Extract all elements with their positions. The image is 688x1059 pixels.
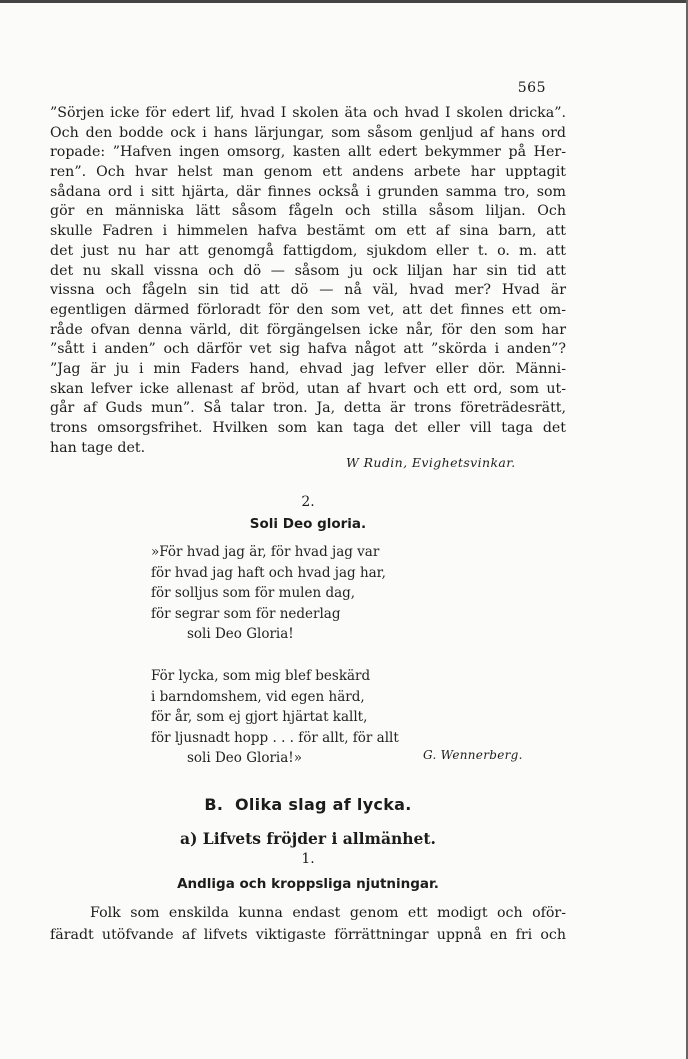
text-line: går af Guds mun”. Så talar tron. Ja, detta är trons företrädesrätt, [50,400,566,417]
poem-line: för år, som ej gjort hjärtat kallt, [151,709,368,725]
text-line: gör en människa lätt såsom fågeln och stilla såsom liljan. Och [50,203,566,220]
text-line: färadt utöfvande af lifvets viktigaste förrättningar uppnå en fri och [50,927,566,943]
page-number: 565 [517,80,546,96]
poem-line: För lycka, som mig blef beskärd [151,668,371,684]
text-line: det nu skall vissna och dö — såsom ju ock liljan har sin tid att [50,262,566,279]
poem-refrain: soli Deo Gloria! [187,626,294,642]
poem-stanza-1 [151,542,451,645]
text-line: det just nu har att genomgå fattigdom, sjukdom eller t. o. m. att [50,242,566,259]
text-line: Och den bodde ock i hans lärjungar, som såsom genljud af hans ord [50,124,566,141]
attribution-wennerberg: G. Wennerberg. [423,748,523,762]
poem-line: för ljusnadt hopp . . . för allt, för allt [151,729,399,746]
text-line: vissna och fågeln sin tid att dö — nå väl, hvad mer? Hvad är [50,282,566,299]
prose-paragraph [50,104,566,458]
text-line: ren”. Och hvar helst man genom ett andens arbete har upptagit [50,164,566,181]
heading-b: B. Olika slag af lycka. [204,795,412,814]
text-line: skulle Fadren i himmelen hafva bestämt om ett af sina barn, att [50,223,566,240]
final-paragraph [50,902,566,946]
text-line: skan lefver icke allenast af bröd, utan af hvart och ett ord, som ut- [50,380,566,397]
text-line: egentligen därmed förloradt för den som vet, att det finnes ett om- [50,301,566,318]
section-number: 2. [301,494,315,510]
subsection-number: 1. [301,851,315,867]
poem-stanza-2 [151,666,451,769]
poem-line: i barndomshem, vid egen härd, [151,688,365,705]
text-line: ”sått i anden” och därför vet sig hafva något att ”skörda i anden”? [50,341,566,358]
text-line: ”Sörjen icke för edert lif, hvad I skolen äta och hvad I skolen dricka”. [50,105,566,121]
heading-a: a) Lifvets fröjder i allmänhet. [180,829,436,848]
subsection-title: Andliga och kroppsliga njutningar. [177,876,439,892]
poem-line: för solljus som för mulen dag, [151,585,356,601]
page-top-edge [0,0,688,3]
text-line: ropade: ”Hafven ingen omsorg, kasten allt edert bekymmer på Her- [50,144,566,161]
section-title: Soli Deo gloria. [249,516,367,532]
text-line: trons omsorgsfrihet. Hvilken som kan taga det eller vill taga det [50,420,566,436]
text-line-last: han tage det. [50,439,146,456]
text-line: Folk som enskilda kunna endast genom ett modigt och oför- [90,905,566,921]
text-line: ”Jag är ju i min Faders hand, ehvad jag lefver eller dör. Männi- [50,360,566,377]
poem-refrain: soli Deo Gloria!» [187,750,302,766]
text-line: sådana ord i sitt hjärta, där finnes också i grunden samma tro, som [50,183,566,200]
attribution-rudin: W Rudin, Evighetsvinkar. [346,455,516,470]
poem-line: »För hvad jag är, för hvad jag var [151,544,380,560]
poem-line: för segrar som för nederlag [151,605,341,622]
poem-line: för hvad jag haft och hvad jag har, [151,564,386,581]
text-line: råde ofvan denna värld, dit förgängelsen icke når, för den som har [50,321,566,338]
